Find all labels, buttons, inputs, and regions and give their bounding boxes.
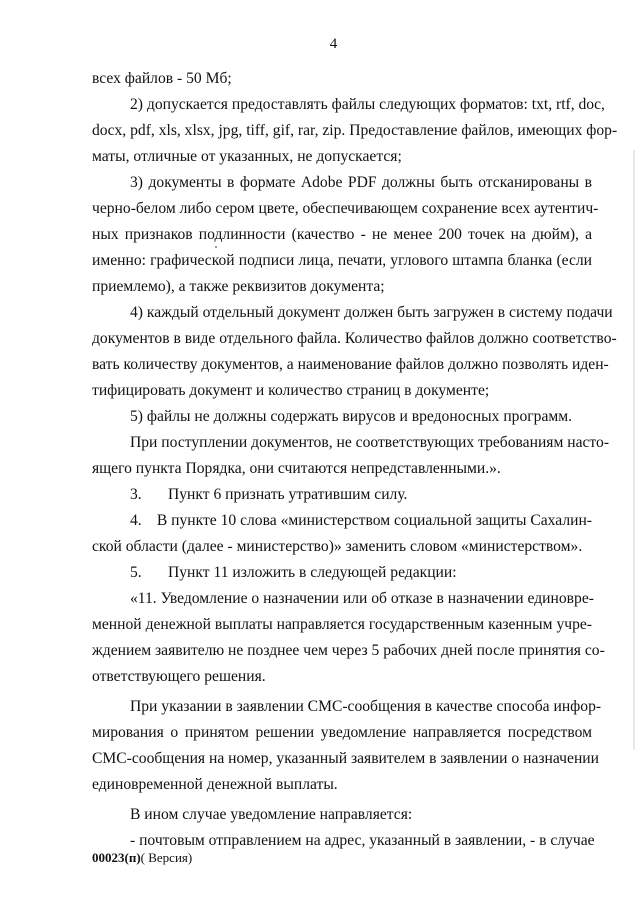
numbered-item <box>92 482 592 508</box>
text-line: ской области (далее - министерство)» заменить словом «министерством». <box>92 538 583 555</box>
paragraph <box>92 694 602 798</box>
text-line: СМС-сообщения на номер, указанный заявителем в заявлении о назначении <box>92 750 599 767</box>
item-number: 3. <box>130 486 142 503</box>
text-line: приемлемо), а также реквизитов документа; <box>92 278 385 295</box>
text-line: «11. Уведомление о назначении или об отказе в назначении единовре- <box>130 590 594 607</box>
document-body <box>92 66 618 854</box>
text-line: мирования о принятом решении уведомление направляется посредством <box>92 724 592 741</box>
paragraph <box>92 170 599 300</box>
text-line: тифицировать документ и количество страниц в документе; <box>92 382 490 399</box>
item-number: 4. <box>130 512 142 529</box>
text-line: ящего пункта Порядка, они считаются непредставленными.». <box>92 460 501 477</box>
text-line: документов в виде отдельного файла. Количество файлов должно соответство- <box>92 330 617 347</box>
item-text: В пункте 10 слова «министерством социальной защиты Сахалин- <box>156 512 592 529</box>
text-line: маты, отличные от указанных, не допускается; <box>92 148 402 165</box>
text-line: docx, pdf, xls, xlsx, jpg, tiff, gif, rar, zip. Предоставление файлов, имеющих фор- <box>92 122 618 139</box>
paragraph <box>92 802 592 828</box>
text-line: При поступлении документов, не соответствующих требованиям насто- <box>130 434 610 451</box>
text-line: 2) допускается предоставлять файлы следующих форматов: txt, rtf, doc, <box>130 96 605 113</box>
text-line: вать количеству документов, а наименование файлов должно позволять иден- <box>92 356 609 373</box>
text-line: именно: графической подписи лица, печати, углового штампа бланка (если <box>92 252 592 269</box>
numbered-item <box>92 560 592 586</box>
document-footer <box>92 850 192 866</box>
paragraph <box>92 404 592 430</box>
version-label: ( Версия) <box>140 850 193 865</box>
item-number: 5. <box>130 564 142 581</box>
text-line: всех файлов - 50 Мб; <box>92 70 232 87</box>
text-line: При указании в заявлении СМС-сообщения в качестве способа инфор- <box>130 698 602 715</box>
item-text: Пункт 6 признать утратившим силу. <box>168 486 408 503</box>
paragraph <box>92 66 592 92</box>
paragraph <box>92 586 605 690</box>
paragraph <box>92 300 617 404</box>
page-number: 4 <box>329 36 338 52</box>
text-line: ных признаков подлинности (качество - не менее 200 точек на дюйм), а <box>92 226 592 243</box>
text-line: единовременной денежной выплаты. <box>92 776 338 793</box>
paragraph <box>92 430 610 482</box>
text-line: - почтовым отправлением на адрес, указанный в заявлении, - в случае <box>130 832 595 849</box>
text-line: 5) файлы не должны содержать вирусов и вредоносных программ. <box>130 408 573 425</box>
numbered-item <box>92 508 592 560</box>
text-line: ответствующего решения. <box>92 668 266 685</box>
document-code: 00023(п) <box>92 850 141 865</box>
paragraph <box>92 92 618 170</box>
text-line: ждением заявителю не позднее чем через 5 рабочих дней после принятия со- <box>92 642 605 659</box>
text-line: 4) каждый отдельный документ должен быть загружен в систему подачи <box>130 304 613 321</box>
text-line: В ином случае уведомление направляется: <box>130 806 413 823</box>
text-line: менной денежной выплаты направляется государственным казенным учре- <box>92 616 592 633</box>
item-text: Пункт 11 изложить в следующей редакции: <box>168 564 457 581</box>
text-line: черно-белом либо сером цвете, обеспечивающем сохранение всех аутентич- <box>92 200 599 217</box>
text-line: 3) документы в формате Adobe PDF должны быть отсканированы в <box>130 174 592 191</box>
